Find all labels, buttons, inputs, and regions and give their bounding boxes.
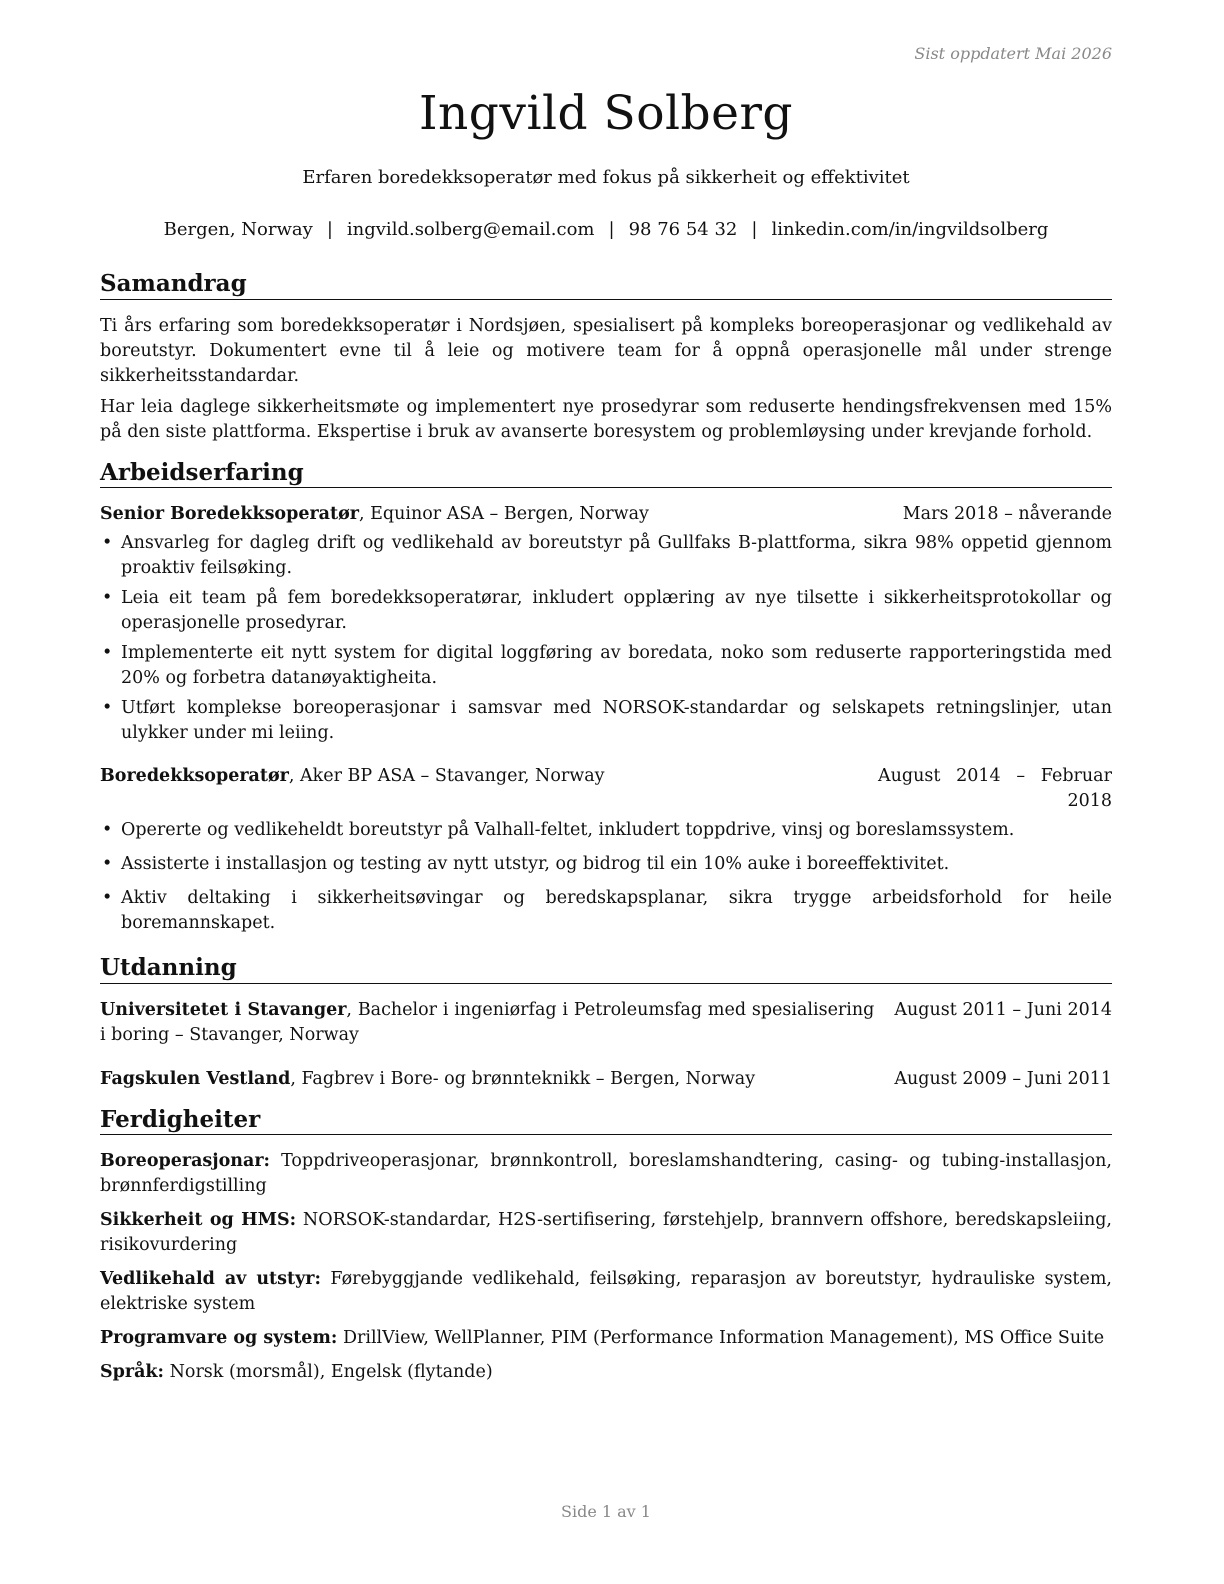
summary-paragraph: Har leia daglege sikkerheitsmøte og implementert nye prosedyrar som reduserte hendingsfrekvensen med 15% på den siste plattforma. Ekspertise i bruk av avanserte boresystem og problemløysing under krevjande forhold.	[100, 396, 1112, 442]
last-updated: Sist oppdatert Mai 2026	[914, 44, 1112, 63]
list-item	[100, 586, 1112, 636]
section-title-skills: Ferdigheiter	[100, 1106, 1112, 1136]
candidate-name: Ingvild Solberg	[418, 86, 794, 141]
skill-label: Boreoperasjonar:	[100, 1151, 271, 1172]
education-line	[100, 1067, 874, 1092]
skill-value: Førebyggjande vedlikehald, feilsøking, reparasjon av boreutstyr, hydrauliske system, elektriske system	[100, 1269, 1112, 1315]
resume-page	[100, 0, 1112, 1584]
contact-separator: |	[326, 219, 333, 240]
job-title-line	[100, 764, 858, 789]
education-detail: , Fagbrev i Bore- og brønnteknikk – Bergen, Norway	[290, 1068, 756, 1089]
job-title-line	[100, 502, 883, 527]
list-item	[100, 531, 1112, 581]
skill-label: Språk:	[100, 1362, 165, 1383]
contact-phone: 98 76 54 32	[628, 219, 738, 240]
section-title-summary: Samandrag	[100, 270, 1112, 300]
bullet-icon: •	[102, 643, 113, 664]
bullet-text: Ansvarleg for dagleg drift og vedlikehald av boreutstyr på Gullfaks B-plattforma, sikra 98% oppetid gjennom proaktiv feilsøking.	[121, 533, 1112, 579]
education-school: Fagskulen Vestland	[100, 1068, 291, 1089]
job-entry	[100, 502, 1112, 746]
experience-section	[100, 459, 1112, 937]
skill-row	[100, 1149, 1112, 1199]
job-employer: , Aker BP ASA – Stavanger, Norway	[288, 766, 605, 787]
skill-label: Sikkerheit og HMS:	[100, 1210, 297, 1231]
job-bullets	[100, 531, 1112, 746]
skill-value: Norsk (morsmål), Engelsk (flytande)	[164, 1362, 493, 1383]
list-item	[100, 641, 1112, 691]
skill-row	[100, 1267, 1112, 1317]
education-dates: August 2009 – Juni 2011	[894, 1068, 1112, 1089]
contact-location: Bergen, Norway	[163, 219, 313, 240]
job-role: Senior Boredekksoperatør	[100, 504, 359, 525]
contact-email[interactable]: ingvild.solberg@email.com	[346, 219, 595, 240]
skill-value: Toppdriveoperasjonar, brønnkontroll, boreslamshandtering, casing- og tubing-installasjon, brønnferdigstilling	[100, 1151, 1112, 1197]
bullet-text: Leia eit team på fem boredekksoperatørar, inkludert opplæring av nye tilsette i sikkerheitsprotokollar og operasjonelle prosedyrar.	[121, 588, 1112, 634]
job-dates: Mars 2018 – nåverande	[902, 504, 1112, 525]
list-item	[100, 818, 1112, 843]
education-line	[100, 998, 874, 1048]
list-item	[100, 852, 1112, 877]
job-header	[100, 764, 1112, 814]
bullet-text: Opererte og vedlikeheldt boreutstyr på Valhall-feltet, inkludert toppdrive, vinsj og boreslamssystem.	[121, 820, 1015, 841]
bullet-icon: •	[102, 533, 113, 554]
page-number: Side 1 av 1	[561, 1502, 651, 1521]
education-header	[100, 1067, 1112, 1092]
contact-linkedin[interactable]: linkedin.com/in/ingvildsolberg	[771, 219, 1049, 240]
bullet-icon: •	[102, 888, 113, 909]
contact-separator: |	[751, 219, 758, 240]
bullet-text: Assisterte i installasjon og testing av nytt utstyr, og bidrog til ein 10% auke i boreeffektivitet.	[121, 854, 950, 875]
bullet-icon: •	[102, 698, 113, 719]
bullet-icon: •	[102, 854, 113, 875]
list-item	[100, 696, 1112, 746]
education-section	[100, 954, 1112, 1092]
job-dates: August 2014 – Februar 2018	[878, 766, 1112, 812]
bullet-text: Implementerte eit nytt system for digital loggføring av boredata, noko som reduserte rapporteringstida med 20% og forbetra datanøyaktigheita.	[121, 643, 1112, 689]
bullet-icon: •	[102, 820, 113, 841]
skill-value: NORSOK-standardar, H2S-sertifisering, førstehjelp, brannvern offshore, beredskapsleiing, risikovurdering	[100, 1210, 1112, 1256]
skill-label: Vedlikehald av utstyr:	[100, 1269, 321, 1290]
section-title-experience: Arbeidserfaring	[100, 459, 1112, 489]
education-header	[100, 998, 1112, 1048]
skills-section	[100, 1106, 1112, 1386]
resume-content	[100, 270, 1112, 1397]
education-school: Universitetet i Stavanger	[100, 999, 347, 1020]
job-header	[100, 502, 1112, 527]
education-detail: , Bachelor i ingeniørfag i Petroleumsfag med spesialisering i boring – Stavanger, Norway	[100, 999, 875, 1045]
summary-section	[100, 270, 1112, 445]
education-dates: August 2011 – Juni 2014	[894, 999, 1112, 1020]
contact-separator: |	[608, 219, 615, 240]
job-employer: , Equinor ASA – Bergen, Norway	[359, 504, 649, 525]
tagline: Erfaren boredekksoperatør med fokus på sikkerheit og effektivitet	[302, 167, 910, 188]
job-bullets	[100, 818, 1112, 936]
education-entry	[100, 998, 1112, 1048]
job-entry	[100, 764, 1112, 936]
education-entry	[100, 1067, 1112, 1092]
skill-row	[100, 1208, 1112, 1258]
bullet-text: Aktiv deltaking i sikkerheitsøvingar og beredskapsplanar, sikra trygge arbeidsforhold for heile boremannskapet.	[121, 888, 1112, 934]
summary-paragraph: Ti års erfaring som boredekksoperatør i Nordsjøen, spesialisert på kompleks boreoperasjonar og vedlikehald av boreutstyr. Dokumentert evne til å leie og motivere team for å oppnå operasjonelle mål under strenge sikkerheitsstandardar.	[100, 315, 1112, 386]
skill-label: Programvare og system:	[100, 1328, 338, 1349]
bullet-icon: •	[102, 588, 113, 609]
skill-row	[100, 1360, 1112, 1385]
section-title-education: Utdanning	[100, 954, 1112, 984]
skill-value: DrillView, WellPlanner, PIM (Performance Information Management), MS Office Suite	[337, 1328, 1105, 1349]
bullet-text: Utført komplekse boreoperasjonar i samsvar med NORSOK-standardar og selskapets retningslinjer, utan ulykker under mi leiing.	[121, 698, 1112, 744]
job-role: Boredekksoperatør	[100, 766, 289, 787]
skill-row	[100, 1326, 1112, 1351]
list-item	[100, 886, 1112, 936]
contact-line	[100, 219, 1112, 241]
